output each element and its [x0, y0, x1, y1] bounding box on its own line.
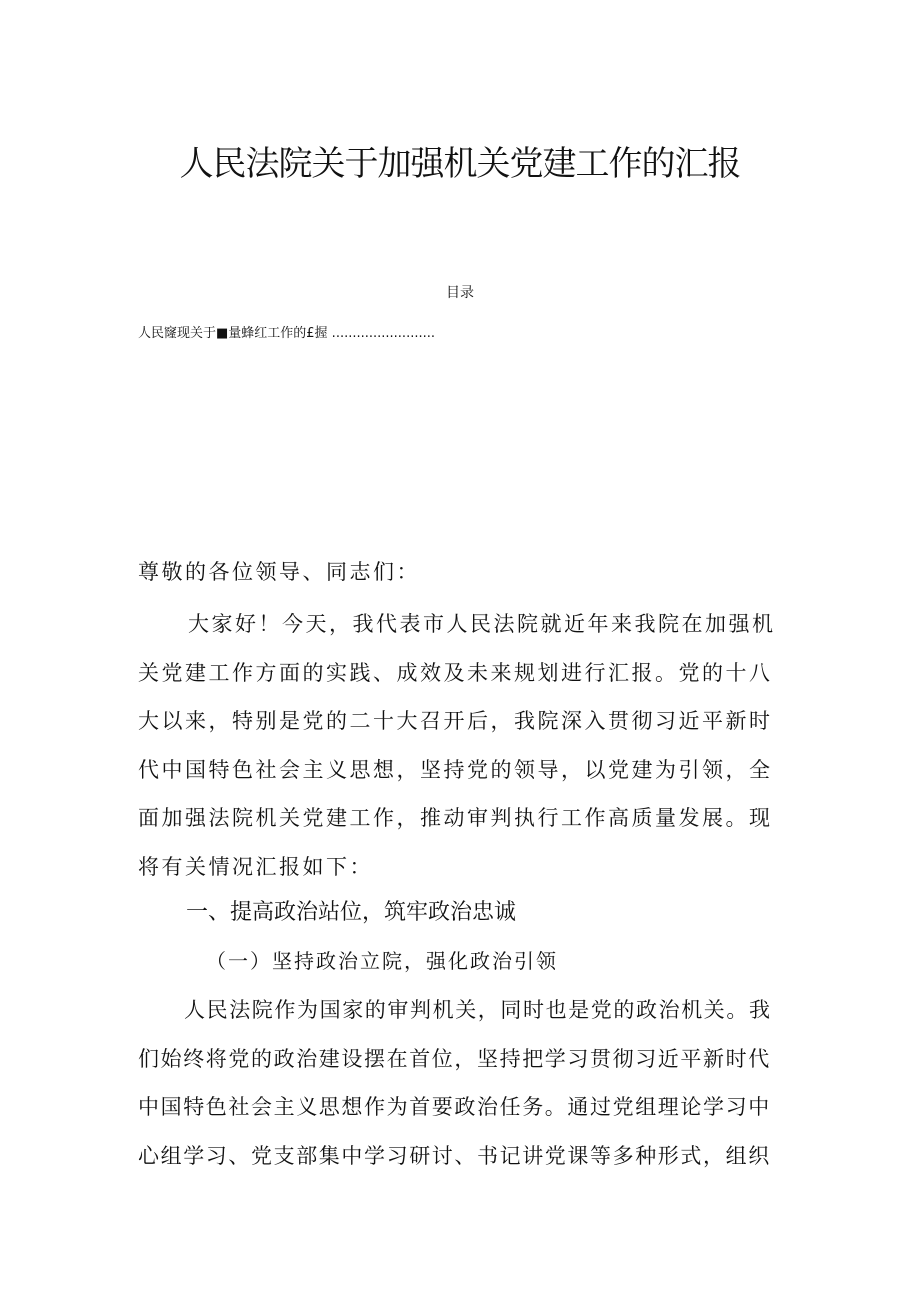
- toc-entry[interactable]: 人民窿现关于■量蜂红工作的£握 .........................: [138, 326, 435, 341]
- document-title: 人民法院关于加强机关党建工作的汇报: [179, 144, 741, 184]
- body-paragraph-2: 人民法院作为国家的审判机关，同时也是党的政治机关。我们始终将党的政治建设摆在首位，坚持把学习贯彻习近平新时代中国特色社会主义思想作为首要政治任务。通过党组理论学习中心组学习、党支部集中学习研讨、书记讲党课等多种形式，组织: [138, 998, 772, 1168]
- greeting: 尊敬的各位领导、同志们：: [138, 560, 420, 584]
- section-heading-1: 一、提高政治站位，筑牢政治忠诚: [186, 900, 517, 925]
- toc-heading: 目录: [446, 285, 474, 301]
- intro-paragraph: 大家好！今天，我代表市人民法院就近年来我院在加强机关党建工作方面的实践、成效及未来规划进行汇报。党的十八大以来，特别是党的二十大召开后，我院深入贯彻习近平新时代中国特色社会主义思想，坚持党的领导，以党建为引领，全面加强法院机关党建工作，推动审判执行工作高质量发展。现将有关情况汇报如下：: [138, 612, 776, 879]
- sub-heading-1-1: （一）坚持政治立院，强化政治引领: [206, 949, 558, 973]
